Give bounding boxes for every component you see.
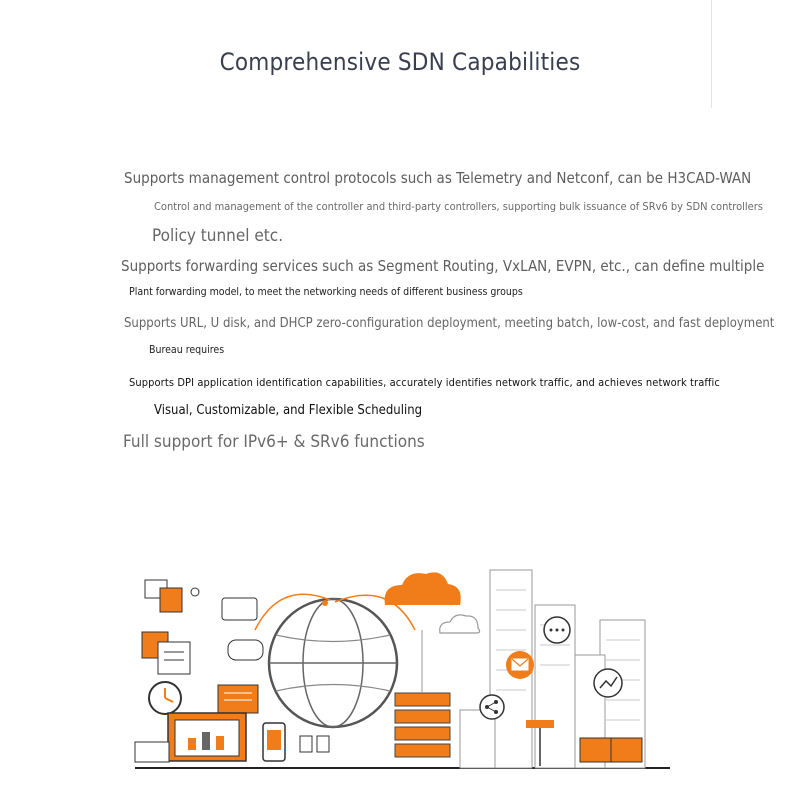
page-title: Comprehensive SDN Capabilities [219,48,581,76]
feature-line-6: Supports URL, U disk, and DHCP zero-configuration deployment, meeting batch, low-cost, and fast deployment [124,316,775,331]
feature-line-5: Plant forwarding model, to meet the networking needs of different business groups [129,286,523,298]
feature-line-1: Supports management control protocols such as Telemetry and Netconf, can be H3CAD-WAN [124,169,752,187]
feature-line-2: Control and management of the controller and third-party controllers, supporting bulk issuance of SRv6 by SDN controllers [154,200,763,213]
chat-bubble-icon [544,617,570,643]
globe-icon [255,594,415,727]
server-icon [395,630,450,757]
feature-line-4: Supports forwarding services such as Segment Routing, VxLAN, EVPN, etc., can define multiple [121,257,765,275]
network-illustration [130,560,675,775]
mail-icon [506,651,534,679]
document-icon [145,580,199,612]
phone-icon [263,723,329,761]
calendar-icon [142,632,190,674]
chat-icon [218,598,263,713]
clock-icon [149,682,181,714]
share-icon [480,695,504,719]
chart-icon [594,669,622,697]
feature-line-7: Bureau requires [149,344,225,356]
feature-line-10: Full support for IPv6+ & SRv6 functions [123,432,425,452]
feature-line-9: Visual, Customizable, and Flexible Scheduling [154,403,423,418]
feature-line-8: Supports DPI application identification capabilities, accurately identifies network traffic, and achieves network traffic [129,376,720,389]
laptop-icon [135,713,246,762]
feature-line-3: Policy tunnel etc. [152,226,284,246]
cloud-icon [385,572,480,633]
